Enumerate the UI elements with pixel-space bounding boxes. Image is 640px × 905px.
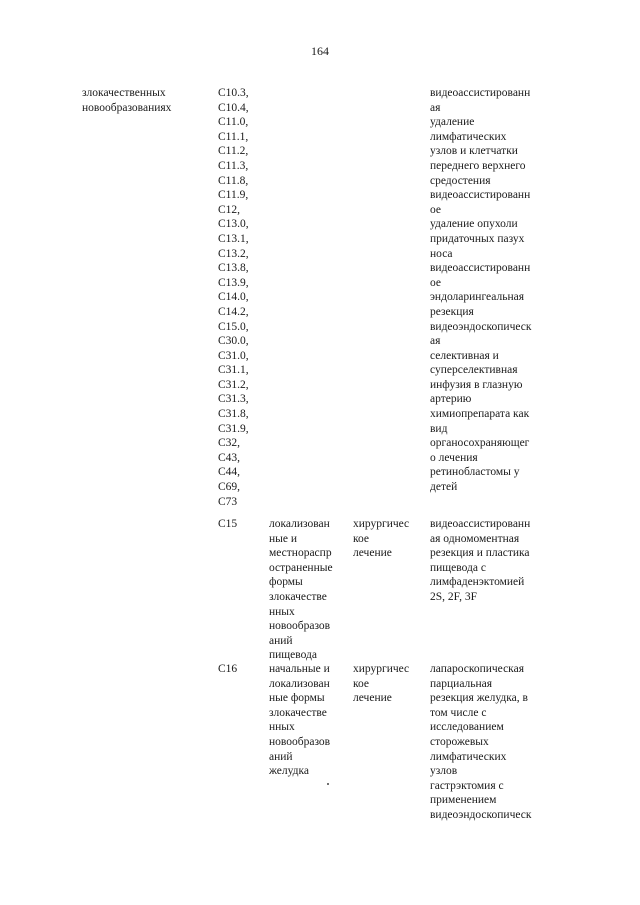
operations-text: лапароскопическая парциальная резекция желудка, в том числе с исследованием сторожевых лимфатических узлов гастрэктомия с применением видеоэндоскопическ [430, 663, 532, 821]
treatment-type: хирургичес кое лечение [353, 663, 410, 705]
icd-code: C16 [218, 663, 238, 675]
diagnosis-text: злокачественных новообразованиях [82, 87, 172, 114]
condition-description: начальные и локализован ные формы злокачестве нных новообразов аний желудка [269, 663, 331, 778]
treatment-type: хирургичес кое лечение [353, 518, 410, 560]
page-number: 164 [311, 44, 329, 58]
operations-text: видеоассистированн ая одномоментная резекция и пластика пищевода с лимфаденэктомией 2S, 2F, 3F [430, 518, 531, 603]
scan-speck [327, 783, 329, 785]
condition-description: локализован ные и местнораспр остраненные формы злокачестве нных новообразов аний пищевода [269, 518, 333, 662]
icd-codes: C10.3, C10.4, C11.0, C11.1, C11.2, C11.3, C11.8, C11.9, C12, C13.0, C13.1, C13.2, C13.8, C13.9, C14.0, C14.2, C15.0, C30.0, C31.0, C31.1, C31.2, C31.3, C31.8, C31.9, C32, C43, C44, C69, C73 [218, 87, 249, 508]
icd-code: C15 [218, 518, 238, 530]
operations-text: видеоассистированн ая удаление лимфатических узлов и клетчатки переднего верхнего средостения видеоассистированн ое удаление опухоли придаточных пазух носа видеоассистированн ое эндоларингеальная резекция видеоэндоскопическ ая селективная и суперселективная инфузия в глазную артерию химиопрепарата как вид органосохраняющег о лечения ретинобластомы у детей [430, 87, 532, 494]
